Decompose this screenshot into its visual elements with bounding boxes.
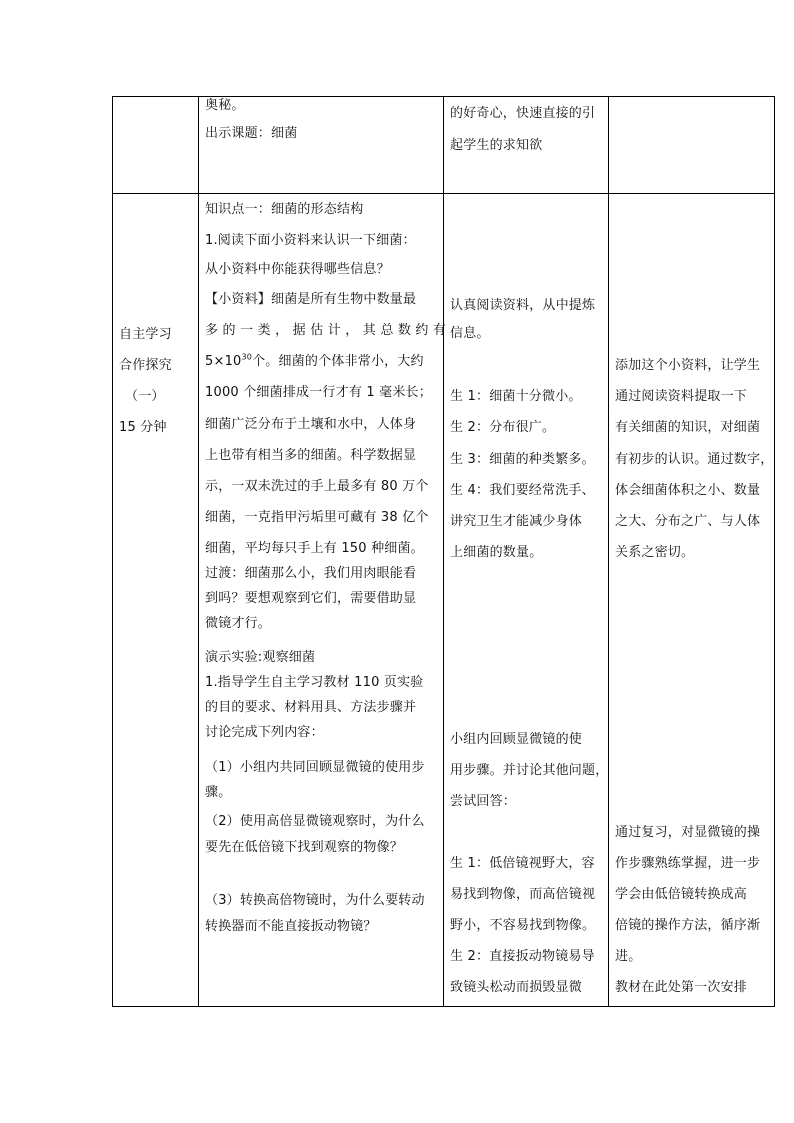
text-line: 小组内回顾显微镜的使 [450,732,583,747]
text-line: 生 4：我们要经常洗手、 [450,483,595,498]
text-line: 讲究卫生才能减少身体 [450,514,583,529]
table-cell-student-activity [444,97,609,194]
text-line: 出示课题：细菌 [205,126,298,141]
text-line: 用步骤。并讨论其他问题， [450,763,609,778]
table-cell-design-intent [609,194,775,1007]
text-line: 1.指导学生自主学习教材 110 页实验 [205,675,424,690]
text-line: 骤。 [205,785,232,800]
stage-label: 合作探究 [119,358,172,373]
text-line: 1.阅读下面小资料来认识一下细菌： [205,233,416,248]
text-line: 讨论完成下列内容： [205,725,324,740]
text-line: 致镜头松动而损毁显微 [450,980,583,995]
text-line: 生 3：细菌的种类繁多。 [450,452,595,467]
text-line: 要先在低倍镜下找到观察的物像？ [205,840,404,855]
stage-duration: 15 分钟 [119,420,167,435]
text-line: 野小，不容易找到物像。 [450,918,596,933]
stage-label: （一） [125,389,165,404]
text-line: 奥秘。 [205,98,245,113]
text-line: 演示实验:观察细菌 [205,650,316,665]
text-line [205,354,424,370]
text-line: （2）使用高倍显微镜观察时，为什么 [205,814,425,829]
text-line: 作步骤熟练掌握，进一步 [615,856,761,871]
text-line: 易找到物像，而高倍镜视 [450,887,596,902]
text-line: 尝试回答： [450,794,517,809]
text-line: 学会由低倍镜转换成高 [615,887,748,902]
lesson-plan-table [112,96,775,1007]
text-line: 1000 个细菌排成一行才有 1 毫米长； [205,385,432,400]
text-line: 体会细菌体积之小、数量 [615,483,761,498]
text-span: 个。细菌的个体非常小，大约 [252,354,424,369]
table-cell-teacher-activity [199,97,444,194]
table-cell-design-intent [609,97,775,194]
table-cell-stage [113,194,199,1007]
text-line: 有关细菌的知识，对细菌 [615,420,761,435]
text-line: 认真阅读资料，从中提炼 [450,298,596,313]
text-line: 通过复习，对显微镜的操 [615,825,761,840]
text-line: 生 2：直接扳动物镜易导 [450,949,595,964]
table-cell-student-activity [444,194,609,1007]
text-line: 信息。 [450,326,490,341]
table-row [113,194,775,1007]
text-line: 多 的 一 类 ， 据 估 计 ， 其 总 数 约 有 [205,323,447,338]
text-line: 从小资料中你能获得哪些信息？ [205,262,390,277]
text-line: 转换器而不能直接扳动物镜？ [205,919,377,934]
text-line: 之大、分布之广、与人体 [615,514,761,529]
text-line: 添加这个小资料，让学生 [615,358,761,373]
text-span: 5×10 [205,354,242,369]
text-line: 生 2：分布很广。 [450,420,556,435]
text-line: 示，一双未洗过的手上最多有 80 万个 [205,479,429,494]
text-line: （1）小组内共同回顾显微镜的使用步 [205,760,425,775]
text-line: 到吗？要想观察到它们，需要借助显 [205,591,417,606]
text-line: 细菌，一克指甲污垢里可藏有 38 亿个 [205,510,429,525]
text-line: 生 1：低倍镜视野大，容 [450,856,595,871]
text-line: 微镜才行。 [205,616,272,631]
text-line: 的好奇心，快速直接的引 [450,106,596,121]
stage-label: 自主学习 [119,327,172,342]
text-line: 生 1：细菌十分微小。 [450,389,582,404]
text-line: 【小资料】细菌是所有生物中数量最 [205,292,417,307]
text-line: 倍镜的操作方法，循序渐 [615,918,761,933]
text-line: 教材在此处第一次安排 [615,980,748,995]
text-line: 进。 [615,949,642,964]
text-line: （3）转换高倍物镜时，为什么要转动 [205,893,425,908]
text-line: 通过阅读资料提取一下 [615,389,748,404]
text-line: 细菌，平均每只手上有 150 种细菌。 [205,541,424,556]
text-line: 关系之密切。 [615,545,695,560]
text-line: 细菌广泛分布于土壤和水中，人体身 [205,417,417,432]
text-line: 过渡：细菌那么小，我们用肉眼能看 [205,566,417,581]
superscript-exponent: 30 [241,352,253,362]
text-line: 起学生的求知欲 [450,138,543,153]
table-cell-stage [113,97,199,194]
text-line: 上也带有相当多的细菌。科学数据显 [205,448,417,463]
text-line: 上细菌的数量。 [450,545,543,560]
table-cell-teacher-activity [199,194,447,1007]
text-line: 的目的要求、材料用具、方法步骤并 [205,700,417,715]
table-row [113,97,775,194]
text-line: 有初步的认识。通过数字， [615,452,774,467]
text-line: 知识点一：细菌的形态结构 [205,202,364,217]
